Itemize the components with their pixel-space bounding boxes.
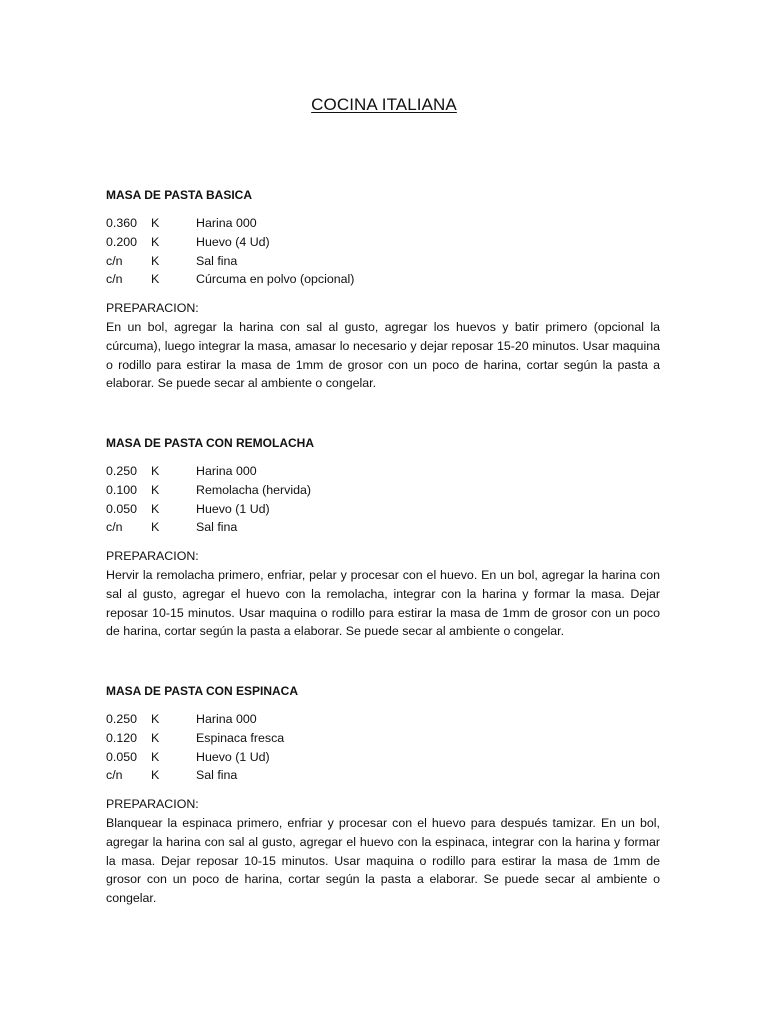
ingredient-name: Sal fina xyxy=(196,253,238,268)
preparation-block xyxy=(106,795,660,908)
ingredient-list xyxy=(106,462,660,537)
ingredient-unit: K xyxy=(151,520,160,535)
ingredient-unit: K xyxy=(151,253,160,268)
ingredient-name: Sal fina xyxy=(196,768,238,783)
ingredient-quantity: 0.100 xyxy=(106,482,138,497)
ingredient-name: Cúrcuma en polvo (opcional) xyxy=(196,272,355,287)
ingredient-quantity: 0.200 xyxy=(106,234,138,249)
ingredient-name: Harina 000 xyxy=(196,464,257,478)
ingredient-unit: K xyxy=(151,712,160,726)
ingredient-name: Sal fina xyxy=(196,520,238,535)
ingredient-list xyxy=(106,710,660,785)
preparation-text: Blanquear la espinaca primero, enfriar y procesar con el huevo para después tamizar. En un bol, agregar la harina con sal al gusto, agregar el huevo con la espinaca, integrar con la harina y formar la masa. Dejar reposar 10-15 minutos. Usar maquina o rodillo para estirar la masa de 1mm de grosor con un poco de harina, cortar según la pasta a elaborar. Se puede secar al ambiente o congelar. xyxy=(106,815,660,906)
preparation-label: PREPARACION: xyxy=(106,549,199,564)
ingredient-quantity: 0.120 xyxy=(106,730,138,745)
ingredient-name: Huevo (4 Ud) xyxy=(196,234,270,249)
ingredient-row xyxy=(106,766,660,785)
ingredient-list xyxy=(106,214,660,289)
section-heading: MASA DE PASTA CON REMOLACHA xyxy=(106,436,314,450)
ingredient-name: Huevo (1 Ud) xyxy=(196,749,270,764)
ingredient-quantity: 0.250 xyxy=(106,712,138,726)
ingredient-unit: K xyxy=(151,749,160,764)
ingredient-row xyxy=(106,270,660,289)
ingredient-row xyxy=(106,214,660,233)
ingredient-row xyxy=(106,729,660,748)
ingredient-name: Espinaca fresca xyxy=(196,730,285,745)
preparation-block xyxy=(106,299,660,393)
preparation-label: PREPARACION: xyxy=(106,797,199,812)
ingredient-row xyxy=(106,233,660,252)
section-heading: MASA DE PASTA BASICA xyxy=(106,188,253,202)
ingredient-quantity: c/n xyxy=(106,253,123,268)
preparation-label: PREPARACION: xyxy=(106,301,199,316)
ingredient-quantity: c/n xyxy=(106,520,123,535)
ingredient-unit: K xyxy=(151,501,160,516)
recipe-section-espinaca xyxy=(106,682,660,908)
ingredient-unit: K xyxy=(151,768,160,783)
ingredient-unit: K xyxy=(151,234,160,249)
ingredient-quantity: 0.050 xyxy=(106,749,138,764)
ingredient-row xyxy=(106,500,660,519)
preparation-block xyxy=(106,547,660,641)
ingredient-name: Harina 000 xyxy=(196,712,257,726)
page-title: COCINA ITALIANA xyxy=(311,95,457,114)
ingredient-unit: K xyxy=(151,464,160,478)
preparation-text: Hervir la remolacha primero, enfriar, pelar y procesar con el huevo. En un bol, agregar la harina con sal al gusto, agregar el huevo con la remolacha, integrar con la harina y formar la masa. Dejar reposar 10-15 minutos. Usar maquina o rodillo para estirar la masa de 1mm de grosor con un poco de harina, cortar según la pasta a elaborar. Se puede secar al ambiente o congelar. xyxy=(106,567,660,639)
ingredient-row xyxy=(106,748,660,767)
ingredient-quantity: c/n xyxy=(106,272,123,287)
ingredient-name: Remolacha (hervida) xyxy=(196,482,312,497)
section-heading: MASA DE PASTA CON ESPINACA xyxy=(106,684,299,698)
ingredient-unit: K xyxy=(151,272,160,287)
ingredient-unit: K xyxy=(151,216,160,230)
ingredient-row xyxy=(106,710,660,729)
ingredient-unit: K xyxy=(151,482,160,497)
preparation-text: En un bol, agregar la harina con sal al gusto, agregar los huevos y batir primero (opcional la cúrcuma), luego integrar la masa, amasar lo necesario y dejar reposar 15-20 minutos. Usar maquina o rodillo para estirar la masa de 1mm de grosor con un poco de harina, cortar según la pasta a elaborar. Se puede secar al ambiente o congelar. xyxy=(106,319,660,391)
ingredient-row xyxy=(106,462,660,481)
ingredient-quantity: 0.250 xyxy=(106,464,138,478)
ingredient-row xyxy=(106,518,660,537)
ingredient-quantity: c/n xyxy=(106,768,123,783)
ingredient-quantity: 0.360 xyxy=(106,216,138,230)
recipe-section-basica xyxy=(106,186,660,393)
ingredient-name: Huevo (1 Ud) xyxy=(196,501,270,516)
ingredient-quantity: 0.050 xyxy=(106,501,138,516)
ingredient-unit: K xyxy=(151,730,160,745)
ingredient-row xyxy=(106,481,660,500)
recipe-section-remolacha xyxy=(106,434,660,641)
ingredient-row xyxy=(106,252,660,271)
ingredient-name: Harina 000 xyxy=(196,216,257,230)
